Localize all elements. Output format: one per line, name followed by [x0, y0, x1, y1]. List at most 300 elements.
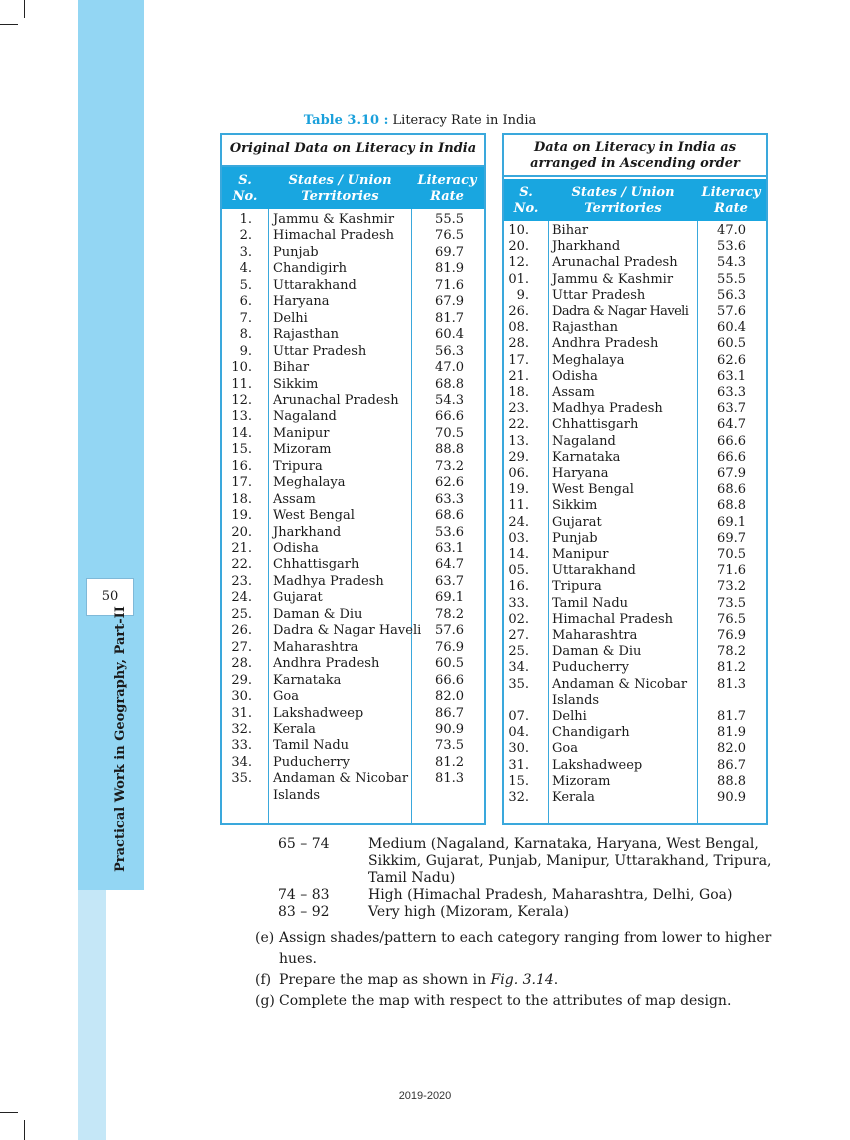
step-item	[255, 928, 795, 970]
table-header	[504, 179, 766, 221]
table-row	[504, 482, 766, 498]
table-row	[504, 725, 766, 741]
table-row	[222, 212, 484, 228]
state-name: Goa	[552, 741, 578, 757]
table-row	[504, 612, 766, 628]
literacy-rate: 47.0	[717, 223, 746, 238]
serial-number: 16.	[231, 458, 252, 474]
state-name: Daman & Diu	[552, 644, 642, 660]
state-name: Dadra & Nagar Haveli	[552, 304, 689, 319]
state-name: Tamil Nadu	[552, 595, 629, 611]
table-row	[222, 377, 484, 393]
state-name: Dadra & Nagar Haveli	[273, 623, 422, 639]
serial-number: 25.	[231, 606, 252, 622]
state-name: Andhra Pradesh	[273, 656, 380, 672]
serial-number: 21.	[231, 541, 252, 556]
header-state: States / Union Territories	[288, 173, 392, 204]
literacy-rate: 70.5	[435, 425, 464, 441]
serial-number: 20.	[231, 524, 252, 540]
serial-number: 26.	[231, 623, 252, 639]
state-name: Madhya Pradesh	[273, 573, 384, 589]
serial-number: 23.	[231, 573, 252, 589]
serial-number: 34.	[231, 754, 252, 770]
table-row	[222, 525, 484, 541]
literacy-rate: 60.4	[717, 320, 746, 336]
instruction-steps	[255, 928, 795, 1012]
literacy-rate: 71.6	[435, 277, 464, 293]
serial-number: 29.	[508, 449, 529, 465]
original-data-table	[220, 133, 486, 825]
crop-mark	[24, 1120, 25, 1140]
literacy-rate: 63.7	[717, 401, 746, 417]
serial-number: 01.	[508, 271, 529, 287]
table-row	[222, 409, 484, 425]
serial-number: 21.	[508, 368, 529, 384]
serial-number: 22.	[508, 417, 529, 433]
literacy-rate: 78.2	[717, 644, 746, 660]
state-name: Meghalaya	[552, 352, 625, 368]
header-sno: S. No.	[513, 185, 539, 216]
serial-number: 9.	[239, 343, 252, 359]
step-letter: (g)	[255, 993, 275, 1009]
state-name: West Bengal	[273, 508, 355, 524]
table-row	[222, 508, 484, 524]
table-row	[504, 579, 766, 595]
literacy-rate: 73.5	[717, 595, 746, 611]
state-name: Kerala	[552, 790, 595, 805]
serial-number: 30.	[231, 689, 252, 705]
legend-line: Sikkim, Gujarat, Punjab, Manipur, Uttarakhand, Tripura,	[368, 853, 772, 869]
literacy-rate: 64.7	[717, 417, 746, 433]
table-row	[222, 706, 484, 722]
literacy-rate: 88.8	[435, 442, 464, 458]
legend-description	[368, 904, 778, 921]
state-name: Uttar Pradesh	[552, 287, 646, 303]
table-row	[504, 547, 766, 563]
literacy-rate: 66.6	[717, 433, 746, 449]
table-row	[504, 288, 766, 304]
state-name: Sikkim	[552, 498, 598, 514]
serial-number: 18.	[508, 385, 529, 400]
serial-number: 8.	[239, 327, 252, 343]
state-name: Chhattisgarh	[273, 557, 360, 573]
legend-range: 74 – 83	[278, 887, 330, 903]
book-title: Practical Work in Geography, Part-II	[113, 606, 128, 872]
legend-row	[278, 836, 778, 887]
table-row	[222, 557, 484, 573]
table-row	[504, 596, 766, 612]
literacy-rate: 76.9	[717, 628, 746, 643]
table-row	[222, 294, 484, 310]
table-row	[504, 628, 766, 644]
literacy-rate: 73.2	[717, 579, 746, 595]
literacy-rate: 67.9	[435, 294, 464, 310]
literacy-rate: 76.9	[435, 639, 464, 655]
serial-number: 28.	[231, 656, 252, 672]
table-row	[504, 693, 766, 709]
literacy-rate: 62.6	[435, 475, 464, 491]
serial-number: 17.	[508, 352, 529, 368]
state-name: Bihar	[273, 360, 310, 376]
literacy-rate: 81.2	[717, 660, 746, 676]
state-name: Uttarakhand	[273, 277, 357, 293]
state-name: Assam	[273, 491, 316, 507]
state-name: Mizoram	[273, 442, 332, 458]
legend-line: Very high (Mizoram, Kerala)	[368, 904, 570, 920]
literacy-rate: 67.9	[717, 466, 746, 481]
literacy-rate: 60.5	[717, 336, 746, 352]
serial-number: 16.	[508, 579, 529, 595]
serial-number: 27.	[231, 639, 252, 655]
table-row	[504, 320, 766, 336]
state-name: Madhya Pradesh	[552, 401, 663, 417]
state-name: Meghalaya	[273, 475, 346, 491]
serial-number: 11.	[231, 376, 252, 392]
state-name: Mizoram	[552, 773, 611, 789]
state-name: Daman & Diu	[273, 606, 363, 622]
literacy-rate: 63.1	[435, 541, 464, 556]
state-name: Tripura	[273, 458, 323, 474]
literacy-rate: 56.3	[435, 343, 464, 359]
literacy-rate: 55.5	[435, 212, 464, 227]
table-row	[504, 385, 766, 401]
serial-number: 13.	[231, 409, 252, 425]
state-name: Jharkhand	[273, 524, 342, 540]
literacy-rate: 57.6	[717, 304, 746, 319]
state-name: Puducherry	[273, 754, 350, 770]
literacy-rate: 69.7	[435, 244, 464, 260]
state-name: Himachal Pradesh	[552, 611, 674, 627]
table-row	[222, 738, 484, 754]
literacy-rate: 78.2	[435, 606, 464, 622]
serial-number: 33.	[231, 738, 252, 754]
serial-number: 08.	[508, 320, 529, 336]
state-name: Manipur	[273, 425, 330, 441]
caption-text: Literacy Rate in India	[392, 113, 537, 128]
serial-number: 28.	[508, 336, 529, 352]
literacy-rate: 88.8	[717, 773, 746, 789]
serial-number: 30.	[508, 741, 529, 757]
table-row	[222, 278, 484, 294]
table-row	[504, 255, 766, 271]
state-name: West Bengal	[552, 482, 634, 498]
literacy-rate: 73.5	[435, 738, 464, 754]
legend-range: 65 – 74	[278, 836, 330, 852]
serial-number: 24.	[231, 590, 252, 606]
state-name: Uttar Pradesh	[273, 343, 367, 359]
table-row	[504, 466, 766, 482]
serial-number: 32.	[508, 790, 529, 805]
caption-label: Table 3.10 :	[303, 113, 389, 128]
literacy-rate: 60.4	[435, 327, 464, 343]
table-row	[504, 515, 766, 531]
table-row	[222, 623, 484, 639]
serial-number: 10.	[231, 360, 252, 376]
table-row	[222, 607, 484, 623]
legend-row	[278, 904, 778, 921]
literacy-rate: 66.6	[717, 449, 746, 465]
table-row	[222, 590, 484, 606]
table-row	[222, 327, 484, 343]
literacy-rate: 82.0	[435, 689, 464, 705]
state-name: Tripura	[552, 579, 602, 595]
header-sno: S. No.	[232, 173, 258, 204]
serial-number: 17.	[231, 475, 252, 491]
table-row	[504, 272, 766, 288]
table-row	[222, 788, 484, 804]
literacy-rate: 47.0	[435, 360, 464, 376]
state-name: Lakshadweep	[552, 757, 643, 773]
serial-number: 34.	[508, 660, 529, 676]
state-name: Delhi	[552, 709, 587, 724]
table-row	[222, 393, 484, 409]
literacy-rate: 60.5	[435, 656, 464, 672]
literacy-rate: 76.5	[717, 611, 746, 627]
crop-mark	[0, 24, 18, 25]
literacy-rate: 86.7	[717, 757, 746, 773]
state-name: Bihar	[552, 223, 589, 238]
serial-number: 25.	[508, 644, 529, 660]
serial-number: 35.	[508, 676, 529, 692]
table-row	[222, 245, 484, 261]
state-name: Odisha	[552, 368, 598, 384]
state-name: Maharashtra	[552, 628, 638, 643]
step-text-end: .	[553, 972, 559, 988]
literacy-rate: 81.9	[717, 725, 746, 741]
literacy-rate: 56.3	[717, 287, 746, 303]
literacy-category-legend	[278, 836, 778, 921]
serial-number: 20.	[508, 239, 529, 255]
literacy-rate: 55.5	[717, 271, 746, 287]
serial-number: 32.	[231, 721, 252, 737]
state-name: Sikkim	[273, 376, 319, 392]
serial-number: 11.	[508, 498, 529, 514]
legend-description	[368, 887, 778, 904]
table-row	[222, 673, 484, 689]
state-name: Manipur	[552, 547, 609, 562]
table-row	[504, 417, 766, 433]
literacy-rate: 64.7	[435, 557, 464, 573]
table-row	[222, 228, 484, 244]
serial-number: 33.	[508, 595, 529, 611]
literacy-rate: 54.3	[717, 255, 746, 271]
serial-number: 18.	[231, 491, 252, 507]
table-row	[504, 531, 766, 547]
footer-year: 2019-2020	[398, 1090, 452, 1102]
serial-number: 1.	[239, 212, 252, 227]
literacy-rate: 70.5	[717, 547, 746, 562]
serial-number: 31.	[231, 705, 252, 721]
state-name: Arunachal Pradesh	[273, 392, 399, 408]
step-letter: (f)	[255, 972, 272, 988]
state-name: Maharashtra	[273, 639, 359, 655]
literacy-rate: 90.9	[435, 721, 464, 737]
literacy-rate: 68.6	[435, 508, 464, 524]
literacy-rate: 81.3	[435, 771, 464, 787]
serial-number: 5.	[239, 277, 252, 293]
serial-number: 06.	[508, 466, 529, 481]
table-row	[504, 709, 766, 725]
state-name: Nagaland	[552, 433, 616, 449]
literacy-rate: 81.2	[435, 754, 464, 770]
literacy-rate: 86.7	[435, 705, 464, 721]
literacy-rate: 63.7	[435, 573, 464, 589]
serial-number: 07.	[508, 709, 529, 724]
state-name: Andaman & Nicobar	[552, 676, 688, 692]
table-row	[504, 790, 766, 806]
table-row	[222, 344, 484, 360]
serial-number: 05.	[508, 563, 529, 579]
table-row	[504, 563, 766, 579]
page-number: 50	[86, 578, 134, 616]
state-name: Haryana	[552, 466, 609, 481]
literacy-rate: 81.9	[435, 261, 464, 277]
step-text: Assign shades/pattern to each category ranging from lower to higher hues.	[279, 930, 772, 967]
serial-number: 12.	[231, 392, 252, 408]
crop-mark	[0, 1112, 18, 1113]
literacy-rate: 81.7	[435, 310, 464, 326]
literacy-rate: 66.6	[435, 409, 464, 425]
serial-number: 26.	[508, 304, 529, 319]
serial-number: 27.	[508, 628, 529, 643]
figure-reference: Fig. 3.14	[490, 972, 554, 988]
serial-number: 29.	[231, 672, 252, 688]
step-text: Complete the map with respect to the attributes of map design.	[279, 993, 732, 1009]
header-rate: Literacy Rate	[701, 185, 761, 216]
serial-number: 3.	[239, 244, 252, 260]
literacy-rate: 73.2	[435, 458, 464, 474]
table-row	[222, 541, 484, 557]
serial-number: 2.	[239, 228, 252, 244]
state-name: Tamil Nadu	[273, 738, 350, 754]
legend-description	[368, 836, 778, 887]
table-row	[504, 401, 766, 417]
state-name: Jammu & Kashmir	[552, 271, 674, 287]
state-name: Arunachal Pradesh	[552, 255, 678, 271]
serial-number: 19.	[231, 508, 252, 524]
table-row	[504, 369, 766, 385]
state-name: Chandigarh	[552, 725, 630, 741]
header-state: States / Union Territories	[571, 185, 675, 216]
serial-number: 15.	[508, 773, 529, 789]
table-row	[504, 498, 766, 514]
table-row	[504, 758, 766, 774]
literacy-rate: 66.6	[435, 672, 464, 688]
state-name: Jammu & Kashmir	[273, 212, 395, 227]
state-name: Andhra Pradesh	[552, 336, 659, 352]
serial-number: 22.	[231, 557, 252, 573]
serial-number: 9.	[516, 287, 529, 303]
serial-number: 35.	[231, 771, 252, 787]
table-row	[222, 574, 484, 590]
state-name: Rajasthan	[552, 320, 619, 336]
step-item	[255, 970, 795, 991]
crop-mark	[24, 0, 25, 18]
state-name: Andaman & Nicobar	[273, 771, 409, 787]
step-letter: (e)	[255, 930, 275, 946]
table-row	[222, 459, 484, 475]
literacy-rate: 69.1	[435, 590, 464, 606]
table-row	[222, 640, 484, 656]
serial-number: 03.	[508, 530, 529, 546]
state-name: Gujarat	[273, 590, 323, 606]
step-item	[255, 991, 795, 1012]
literacy-rate: 69.7	[717, 530, 746, 546]
table-row	[222, 755, 484, 771]
table-caption	[220, 113, 620, 128]
table-row	[504, 336, 766, 352]
serial-number: 12.	[508, 255, 529, 271]
serial-number: 4.	[239, 261, 252, 277]
table-row	[222, 492, 484, 508]
table-row	[222, 311, 484, 327]
literacy-rate: 82.0	[717, 741, 746, 757]
literacy-rate: 68.8	[435, 376, 464, 392]
serial-number: 14.	[231, 425, 252, 441]
state-name: Chandigirh	[273, 261, 347, 277]
table-title: Data on Literacy in India as arranged in Ascending order	[504, 135, 766, 177]
state-name: Rajasthan	[273, 327, 340, 343]
legend-row	[278, 887, 778, 904]
literacy-rate: 54.3	[435, 392, 464, 408]
state-name: Lakshadweep	[273, 705, 364, 721]
literacy-rate: 69.1	[717, 514, 746, 530]
state-name: Assam	[552, 385, 595, 400]
state-name: Islands	[552, 692, 600, 708]
serial-number: 31.	[508, 757, 529, 773]
serial-number: 6.	[239, 294, 252, 310]
state-name: Jharkhand	[552, 239, 621, 255]
table-row	[222, 656, 484, 672]
literacy-rate: 63.1	[717, 368, 746, 384]
sidebar-dark-band	[78, 0, 144, 890]
state-name: Punjab	[552, 530, 598, 546]
serial-number: 04.	[508, 725, 529, 741]
table-row	[504, 677, 766, 693]
state-name: Delhi	[273, 310, 308, 326]
table-row	[222, 261, 484, 277]
state-name: Kerala	[273, 721, 316, 737]
state-name: Islands	[273, 787, 321, 803]
table-row	[504, 644, 766, 660]
table-row	[504, 434, 766, 450]
serial-number: 14.	[508, 547, 529, 562]
state-name: Karnataka	[273, 672, 342, 688]
table-row	[504, 239, 766, 255]
table-row	[504, 353, 766, 369]
literacy-rate: 62.6	[717, 352, 746, 368]
table-header	[222, 167, 484, 209]
table-row	[222, 442, 484, 458]
table-row	[504, 304, 766, 320]
table-row	[222, 360, 484, 376]
state-name: Odisha	[273, 541, 319, 556]
literacy-rate: 90.9	[717, 790, 746, 805]
state-name: Nagaland	[273, 409, 337, 425]
step-text: Prepare the map as shown in	[279, 972, 491, 988]
literacy-rate: 63.3	[435, 491, 464, 507]
literacy-rate: 53.6	[717, 239, 746, 255]
serial-number: 23.	[508, 401, 529, 417]
state-name: Gujarat	[552, 514, 602, 530]
state-name: Haryana	[273, 294, 330, 310]
literacy-rate: 63.3	[717, 385, 746, 400]
table-row	[504, 223, 766, 239]
serial-number: 13.	[508, 433, 529, 449]
table-row	[222, 426, 484, 442]
state-name: Goa	[273, 689, 299, 705]
literacy-rate: 71.6	[717, 563, 746, 579]
